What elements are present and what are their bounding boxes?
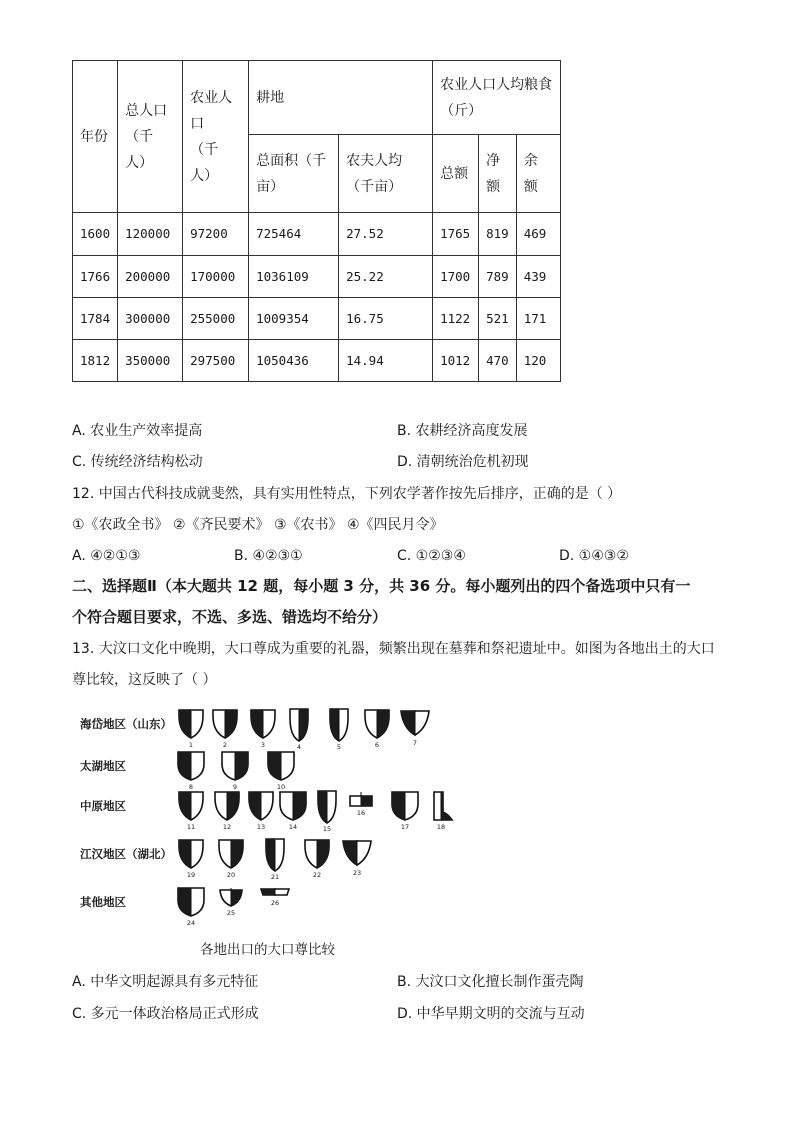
vessel-icon (210, 708, 240, 740)
vessel-number: 20 (226, 871, 236, 879)
vessel-number: 3 (260, 741, 266, 749)
cell-gtotal: 1700 (433, 256, 479, 298)
vessel-icon (302, 838, 332, 870)
cell-gsurplus: 469 (516, 213, 560, 256)
vessel-drawing (176, 838, 206, 879)
vessel-icon (362, 708, 392, 740)
q11-option-a: A. 农业生产效率提高 (72, 423, 203, 439)
q12-option-a: A. ④②①③ (72, 548, 141, 564)
header-grain-net: 净 额 (479, 135, 517, 213)
vessel-icon (390, 790, 420, 822)
q12-option-d: D. ①④③② (559, 548, 629, 564)
vessel-number: 19 (186, 871, 196, 879)
cell-total: 300000 (118, 298, 183, 340)
cell-gnet: 819 (479, 213, 517, 256)
vessel-drawing (176, 750, 206, 791)
vessel-icon (260, 838, 290, 872)
vessel-number: 2 (222, 741, 228, 749)
vessel-icon (312, 790, 342, 824)
q13-option-b: B. 大汶口文化擅长制作蛋壳陶 (397, 974, 584, 990)
vessel-number: 26 (270, 899, 280, 907)
cell-gsurplus: 120 (516, 340, 560, 382)
vessel-icon (278, 790, 308, 822)
vessel-number: 4 (296, 743, 302, 751)
cell-gsurplus: 171 (516, 298, 560, 340)
cell-gnet: 789 (479, 256, 517, 298)
q11-option-b: B. 农耕经济高度发展 (397, 423, 528, 439)
header-farmland-per-farmer: 农夫人均 （千亩） (339, 135, 433, 213)
vessel-number: 16 (356, 809, 366, 817)
cell-per: 25.22 (339, 256, 433, 298)
q13-option-d: D. 中华早期文明的交流与互动 (397, 1006, 585, 1022)
vessel-drawing (216, 886, 246, 917)
cell-year: 1812 (73, 340, 118, 382)
vessel-drawing (266, 750, 296, 791)
vessel-number: 15 (322, 825, 332, 833)
vessel-drawing (176, 790, 206, 831)
cell-agri: 97200 (183, 213, 249, 256)
vessel-drawing (284, 708, 314, 751)
cell-total: 120000 (118, 213, 183, 256)
cell-total: 350000 (118, 340, 183, 382)
header-farmland: 耕地 (249, 61, 433, 135)
vessel-number: 5 (336, 743, 342, 751)
vessel-drawing (260, 886, 290, 907)
vessel-icon (212, 790, 242, 822)
header-grain-total: 总额 (433, 135, 479, 213)
vessel-drawing (176, 886, 206, 927)
figure-region-label: 太湖地区 (80, 759, 126, 773)
cell-gnet: 521 (479, 298, 517, 340)
vessel-icon (216, 886, 246, 908)
vessel-drawing (362, 708, 392, 749)
vessel-drawing (400, 708, 430, 747)
cell-agri: 255000 (183, 298, 249, 340)
figure-region-label: 中原地区 (80, 799, 126, 813)
vessel-drawing (246, 790, 276, 831)
section-heading-line1: 二、选择题Ⅱ（本大题共 12 题，每小题 3 分，共 36 分。每小题列出的四个备选项中只有一 (72, 577, 691, 595)
q13-stem-line1: 13. 大汶口文化中晚期，大口尊成为重要的礼器，频繁出现在墓葬和祭祀遗址中。如图为各地出土的大口 (72, 641, 715, 657)
cell-per: 27.52 (339, 213, 433, 256)
vessel-drawing (324, 708, 354, 751)
vessel-icon (176, 838, 206, 870)
vessel-number: 18 (436, 823, 446, 831)
figure-region-label: 其他地区 (80, 895, 126, 909)
figure-caption: 各地出口的大口尊比较 (200, 942, 335, 958)
vessel-icon (342, 838, 372, 868)
cell-agri: 170000 (183, 256, 249, 298)
q12-books: ①《农政全书》 ②《齐民要术》 ③《农书》 ④《四民月令》 (72, 517, 444, 533)
table-row (73, 256, 561, 298)
vessel-drawing (426, 790, 456, 831)
cell-per: 16.75 (339, 298, 433, 340)
cell-gtotal: 1765 (433, 213, 479, 256)
cell-per: 14.94 (339, 340, 433, 382)
vessel-icon (176, 790, 206, 822)
vessel-icon (284, 708, 314, 742)
vessel-icon (260, 886, 290, 898)
cell-area: 1036109 (249, 256, 339, 298)
population-data-table (72, 60, 561, 382)
header-farmland-total: 总面积（千 亩） (249, 135, 339, 213)
vessel-number: 23 (352, 869, 362, 877)
q12-stem: 12. 中国古代科技成就斐然，具有实用性特点，下列农学著作按先后排序，正确的是（ ） (72, 486, 622, 502)
vessel-drawing (220, 750, 250, 791)
cell-area: 1050436 (249, 340, 339, 382)
q13-option-c: C. 多元一体政治格局正式形成 (72, 1006, 259, 1022)
vessel-drawing (312, 790, 342, 833)
vessel-number: 10 (276, 783, 286, 791)
vessel-number: 13 (256, 823, 266, 831)
header-total-population: 总人口 （千 人） (118, 61, 183, 213)
vessel-number: 14 (288, 823, 298, 831)
vessel-drawing (346, 790, 376, 817)
cell-gtotal: 1012 (433, 340, 479, 382)
vessel-drawing (302, 838, 332, 879)
q12-option-b: B. ④②③① (234, 548, 303, 564)
vessel-drawing (176, 708, 206, 749)
header-grain: 农业人口人均粮食 （斤） (433, 61, 561, 135)
vessel-icon (324, 708, 354, 742)
cell-total: 200000 (118, 256, 183, 298)
table-row (73, 298, 561, 340)
vessel-icon (346, 790, 376, 808)
cell-gsurplus: 439 (516, 256, 560, 298)
vessel-comparison-figure (80, 704, 460, 934)
cell-year: 1784 (73, 298, 118, 340)
vessel-drawing (248, 708, 278, 749)
vessel-number: 12 (222, 823, 232, 831)
cell-area: 1009354 (249, 298, 339, 340)
vessel-number: 8 (188, 783, 194, 791)
section-heading-line2: 个符合题目要求，不选、多选、错选均不给分） (72, 608, 388, 626)
vessel-icon (216, 838, 246, 870)
vessel-drawing (278, 790, 308, 831)
vessel-number: 17 (400, 823, 410, 831)
vessel-number: 7 (412, 739, 418, 747)
cell-area: 725464 (249, 213, 339, 256)
vessel-icon (400, 708, 430, 738)
vessel-drawing (390, 790, 420, 831)
header-year: 年份 (73, 61, 118, 213)
vessel-icon (266, 750, 296, 782)
vessel-icon (248, 708, 278, 740)
vessel-icon (426, 790, 456, 822)
q13-option-a: A. 中华文明起源具有多元特征 (72, 974, 259, 990)
vessel-number: 24 (186, 919, 196, 927)
vessel-number: 25 (226, 909, 236, 917)
q13-stem-line2: 尊比较，这反映了（ ） (72, 672, 217, 688)
vessel-drawing (260, 838, 290, 881)
vessel-icon (246, 790, 276, 822)
q11-option-c: C. 传统经济结构松动 (72, 454, 203, 470)
cell-gnet: 470 (479, 340, 517, 382)
vessel-drawing (210, 708, 240, 749)
vessel-number: 22 (312, 871, 322, 879)
header-grain-surplus: 余 额 (516, 135, 560, 213)
header-agri-population: 农业人 口 （千 人） (183, 61, 249, 213)
vessel-icon (176, 886, 206, 918)
q12-option-c: C. ①②③④ (397, 548, 466, 564)
vessel-drawing (212, 790, 242, 831)
table-row (73, 213, 561, 256)
vessel-icon (176, 750, 206, 782)
figure-region-label: 江汉地区（湖北） (80, 847, 172, 861)
cell-year: 1600 (73, 213, 118, 256)
vessel-number: 11 (186, 823, 196, 831)
cell-agri: 297500 (183, 340, 249, 382)
cell-gtotal: 1122 (433, 298, 479, 340)
vessel-drawing (342, 838, 372, 877)
vessel-drawing (216, 838, 246, 879)
vessel-number: 1 (188, 741, 194, 749)
vessel-number: 21 (270, 873, 280, 881)
vessel-number: 9 (232, 783, 238, 791)
cell-year: 1766 (73, 256, 118, 298)
vessel-icon (220, 750, 250, 782)
table-row (73, 340, 561, 382)
q11-option-d: D. 清朝统治危机初现 (397, 454, 529, 470)
vessel-icon (176, 708, 206, 740)
vessel-number: 6 (374, 741, 380, 749)
figure-region-label: 海岱地区（山东） (80, 717, 172, 731)
